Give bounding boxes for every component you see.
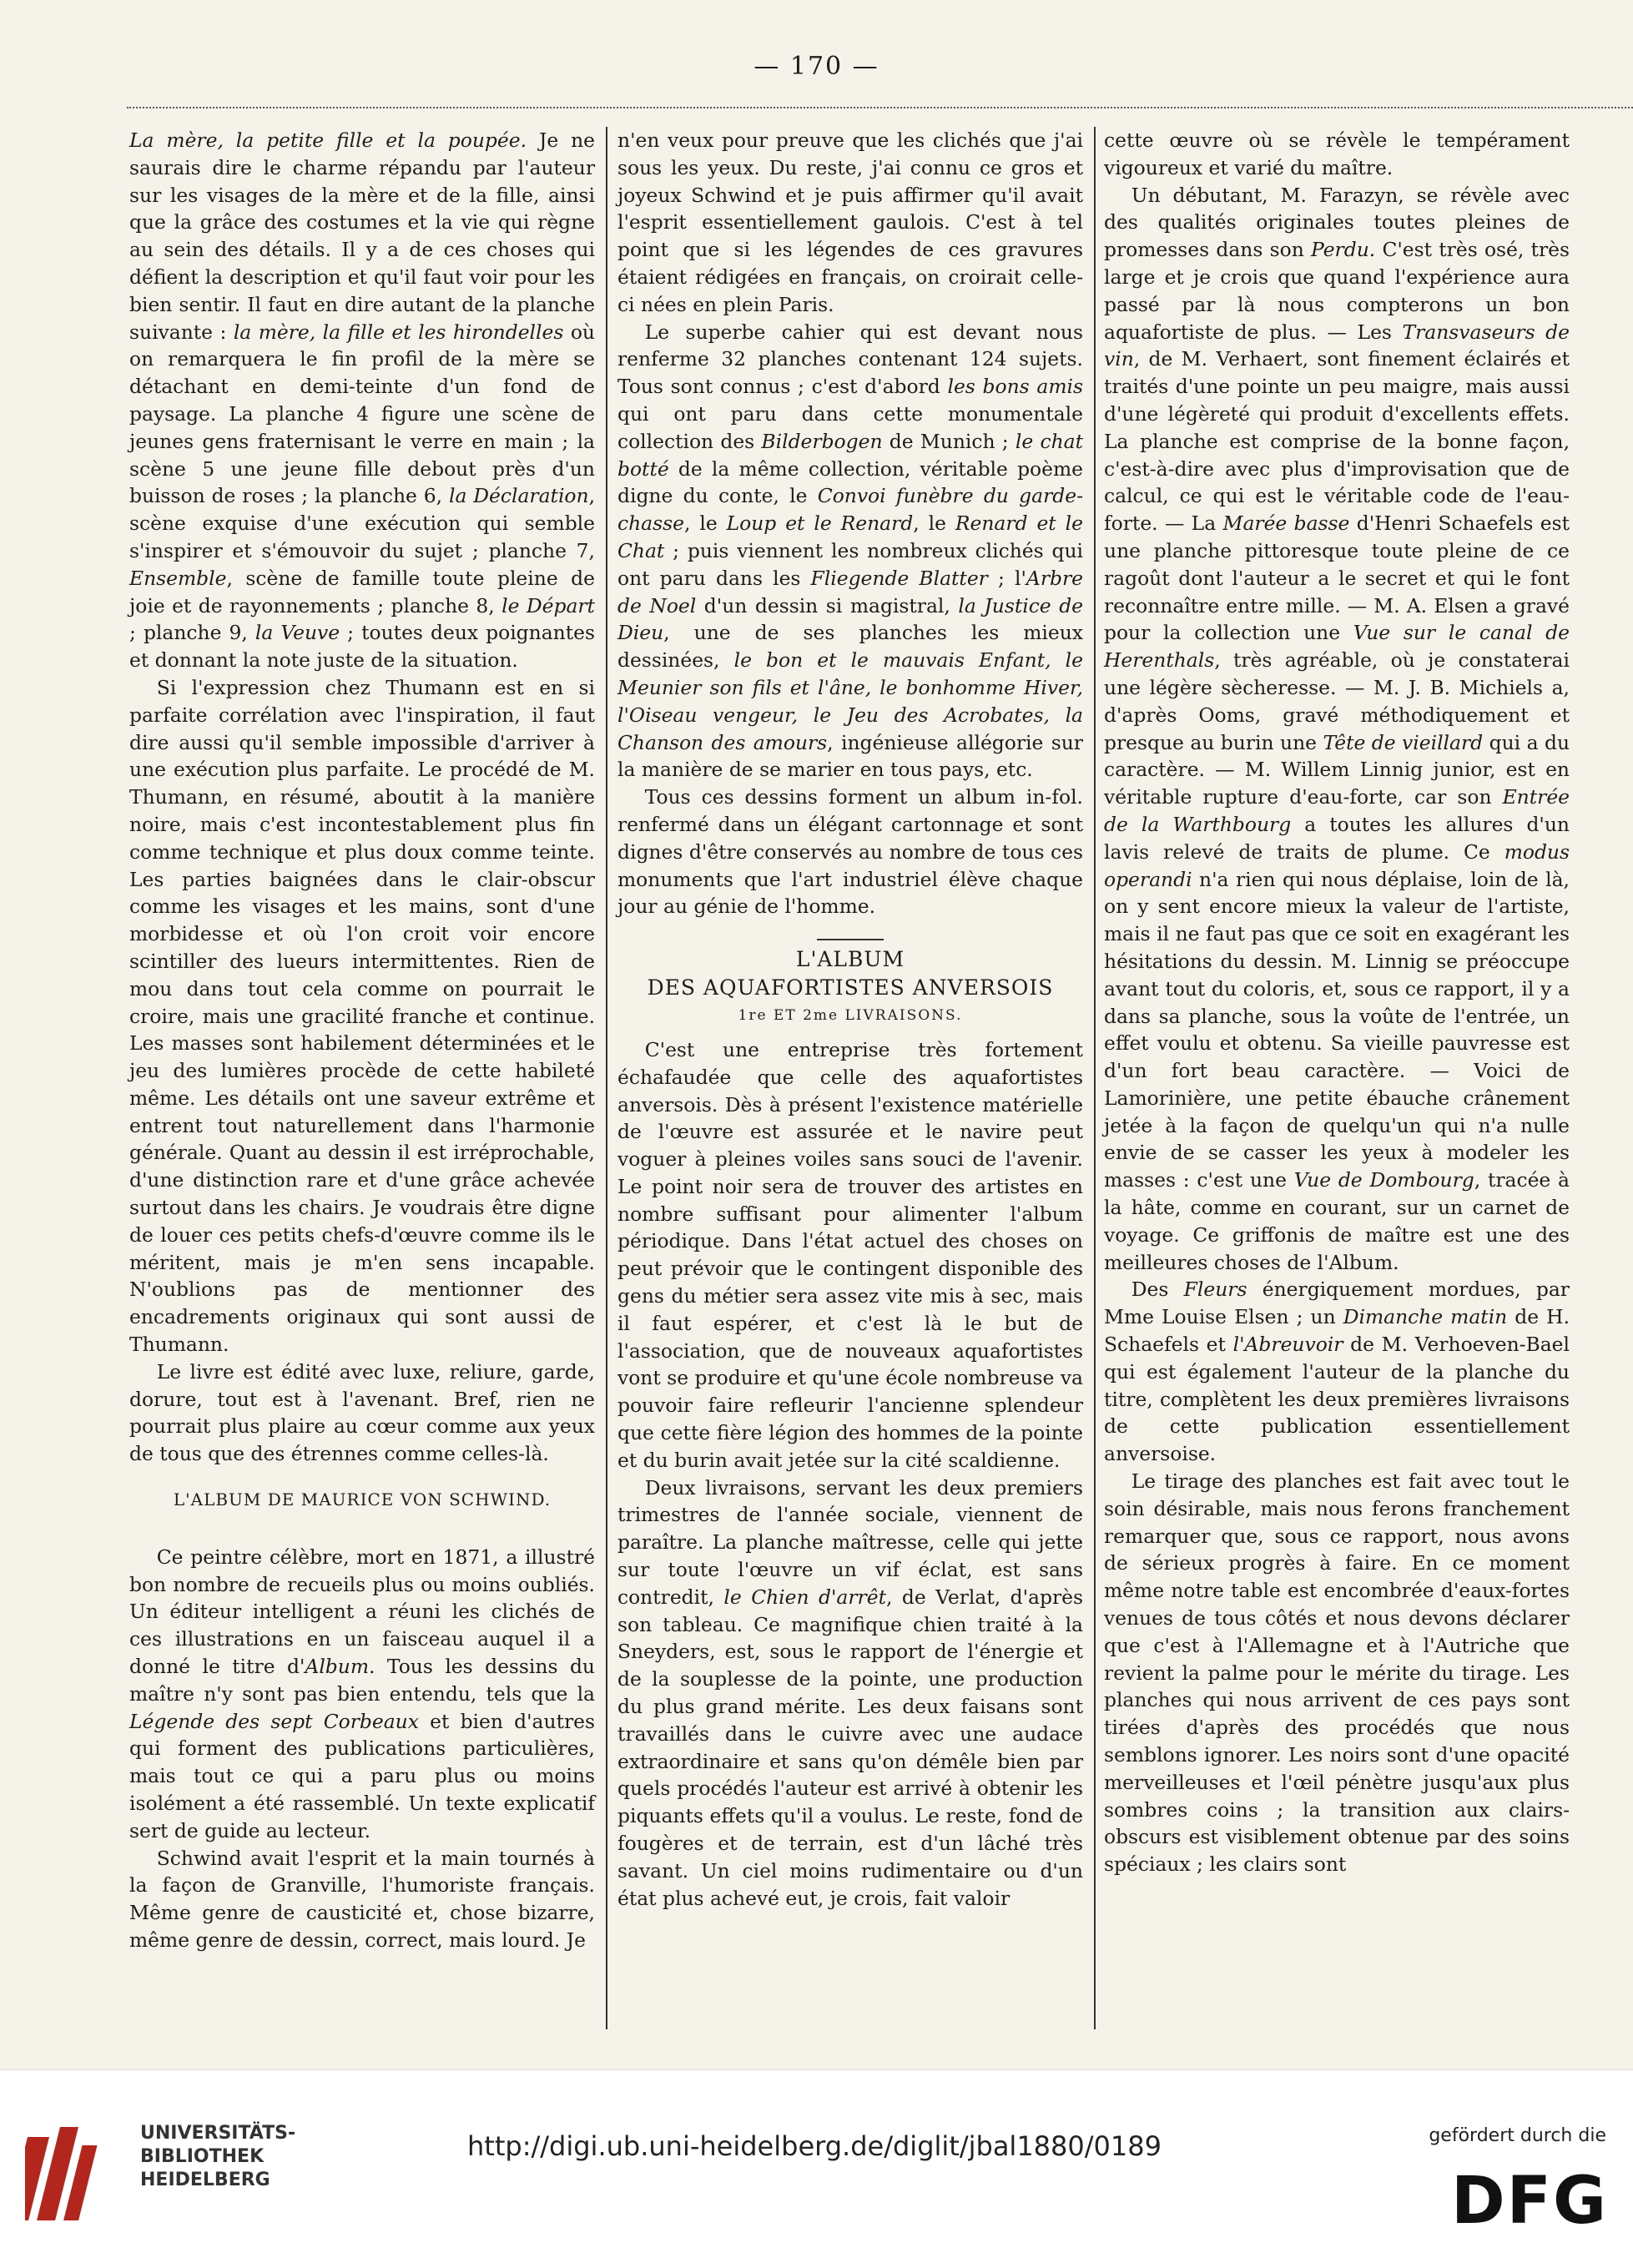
- artwork-title: Bilderbogen: [761, 429, 883, 453]
- artwork-title: Fliegende Blatter: [810, 566, 988, 590]
- column-rule-1: [606, 127, 607, 2029]
- text: qui a du caractère. — M. Willem Linnig junior, est en véritable rupture d'eau-forte, car son: [1104, 730, 1570, 809]
- text: où on remarquera le fin profil de la mère se détachant en demi-teinte d'un fond de paysage. La planche 4 figure une scène de jeunes gens fraternisant le verre en main ; la scène 5 une jeune fille debout près d'un buisson de roses ; la planche 6,: [129, 320, 595, 508]
- text: n'a rien qui nous déplaise, loin de là, on y sent encore mieux la valeur de l'artiste, mais il ne faut pas que ce soit en exagérant les hésitations du dessin. M. Linnig se préoccupe avant tout du coloris, et, sous ce rapport, il y a dans sa planche, sous la voûte de l'entrée, un effet voulu et obtenu. Sa vieille pauvresse est d'un fort beau caractère. — Voici de Lamorinière, une petite ébauche crânement jetée à la façon de quelqu'un qui n'a nulle envie de se casser les yeux à modeler les masses : c'est une: [1104, 867, 1570, 1192]
- paragraph: [1104, 1276, 1570, 1468]
- artwork-title: le Chien d'arrêt: [723, 1585, 886, 1609]
- text: , scène exquise d'une exécution qui semble s'inspirer et s'émouvoir du sujet ; planche 7,: [129, 484, 596, 562]
- artwork-title: La mère, la petite fille et la poupée.: [129, 129, 527, 152]
- text: , tracée à la hâte, comme en courant, sur un carnet de voyage. Ce griffonis de maître est une des meilleures choses de l'Album.: [1104, 1168, 1570, 1274]
- permalink-url[interactable]: http://digi.ub.uni-heidelberg.de/diglit/jbal1880/0189: [467, 2130, 1162, 2162]
- text: de H. Schaefels et: [1104, 1305, 1570, 1357]
- article-title: DES AQUAFORTISTES ANVERSOIS: [647, 975, 1054, 1000]
- text: Ce peintre célèbre, mort en 1871, a illustré bon nombre de recueils plus ou moins oubliés. Un éditeur intelligent a réuni les clichés de ces illustrations en un faisceau auquel il a donné le titre d': [129, 1545, 595, 1679]
- artwork-title: Transvaseurs de vin: [1104, 320, 1570, 371]
- library-name-line: HEIDELBERG: [140, 2170, 270, 2190]
- text: Un débutant, M. Farazyn, se révèle avec des qualités originales toutes pleines de promesses dans son: [1104, 183, 1570, 262]
- text: , de Verlat, d'après son tableau. Ce magnifique chien traité à la Sneyders, est, sous le rapport de l'énergie et de la souplesse de la pointe, une production du plus grand mérite. Les deux faisans sont travaillés dans le cuivre avec une audace extraordinaire et sans qu'on démêle bien par quels procédés l'auteur est arrivé à obtenir les piquants effets qu'il a voulus. Le reste, fond de fougères et de terrain, est d'un lâché très savant. Un ciel moins rudimentaire ou d'un état plus achevé eut, je crois, fait valoir: [617, 1585, 1083, 1910]
- artwork-title: le bon et le mauvais Enfant, le Meunier son fils et l'âne, le bonhomme Hiver, l'Oiseau vengeur, le Jeu des Acrobates, la Chanson des amours: [617, 648, 1083, 754]
- top-rule: [127, 107, 1633, 108]
- paragraph: Le livre est édité avec luxe, reliure, garde, dorure, tout est à l'avenant. Bref, rien ne pourrait plus plaire au cœur comme aux yeux de tous que des étrennes comme celles-là.: [129, 1359, 595, 1466]
- text: , très agréable, où je constaterai une légère sècheresse. — M. J. B. Michiels a, d'après Ooms, gravé méthodiquement et presque au burin une: [1104, 648, 1570, 754]
- text: énergiquement mordues, par Mme Louise Elsen ; un: [1104, 1278, 1570, 1329]
- article-subtitle: 1re ET 2me LIVRAISONS.: [738, 1007, 963, 1025]
- text: ; puis viennent les nombreux clichés qui ont paru dans les: [617, 538, 1083, 590]
- text: , une de ses planches les mieux dessinées,: [617, 621, 1083, 673]
- section-divider: [817, 939, 884, 940]
- library-name-line: BIBLIOTHEK: [140, 2146, 265, 2167]
- text: d'un dessin si magistral,: [696, 593, 959, 617]
- funded-by-label: gefördert durch die: [1429, 2125, 1606, 2146]
- paragraph: [617, 319, 1083, 784]
- digitization-footer: [0, 2069, 1633, 2268]
- artwork-title: Arbre de Noel: [617, 566, 1083, 617]
- text: . C'est très osé, très large et je crois que quand l'expérience aura passé par là nous compterons un bon aquafortiste de plus. — Les: [1104, 238, 1570, 344]
- paragraph: Tous ces dessins forment un album in-fol. renfermé dans un élégant cartonnage et sont dignes d'être conservés au nombre de tous ces monuments que l'art industriel élève chaque jour au génie de l'homme.: [617, 785, 1083, 919]
- text: , ingénieuse allégorie sur la manière de se marier en tous pays, etc.: [617, 730, 1083, 782]
- text: Des: [1131, 1278, 1184, 1302]
- paragraph: [129, 127, 595, 674]
- artwork-title: l'Abreuvoir: [1232, 1333, 1343, 1357]
- paragraph: C'est une entreprise très fortement échafaudée que celle des aquafortistes anversois. Dès à présent l'existence matérielle de l'œuvre est assurée et le navire peut voguer à pleines voiles sans souci de l'avenir. Le point noir sera de trouver des artistes en nombre suffisant pour alimenter l'album périodique. Dans l'état actuel des choses on peut prévoir que le contingent disponible des gens du métier sera assez vite mis à sec, mais il faut espérer, et c'est là le but de l'association, que de nouveaux aquafortistes vont se produire et qu'une école nombreuse va pouvoir faire refleurir l'ancienne splendeur que cette fière légion des hommes de la pointe et du burin avait jetée sur la cité scaldienne.: [617, 1037, 1083, 1472]
- artwork-title: le chat botté: [617, 429, 1083, 481]
- paragraph: [617, 1474, 1083, 1913]
- artwork-title: Ensemble: [129, 566, 227, 590]
- section-heading: L'ALBUM DE MAURICE VON SCHWIND.: [173, 1489, 552, 1510]
- artwork-title: la Justice de Dieu: [617, 593, 1084, 645]
- page-number: — 170 —: [753, 52, 880, 81]
- artwork-title: les bons amis: [947, 375, 1083, 399]
- text: , le: [913, 512, 955, 536]
- artwork-title: Fleurs: [1183, 1278, 1247, 1302]
- text: ; planche 9,: [129, 621, 255, 645]
- university-logo-icon: [25, 2120, 125, 2229]
- library-name: [140, 2122, 295, 2192]
- artwork-title: Loup et le Renard: [726, 512, 914, 536]
- paragraph: Schwind avait l'esprit et la main tournés à la façon de Granville, l'humoriste français. Même genre de causticité et, chose bizarre, même genre de dessin, correct, mais lourd. Je: [129, 1846, 595, 1952]
- paragraph: cette œuvre où se révèle le tempérament vigoureux et varié du maître.: [1104, 129, 1570, 179]
- paragraph: [129, 1544, 595, 1845]
- artwork-title: Perdu: [1311, 238, 1369, 262]
- library-name-line: UNIVERSITÄTS-: [140, 2123, 296, 2144]
- artwork-title: Tête de vieillard: [1323, 730, 1484, 754]
- artwork-title: Convoi funèbre du garde-chasse: [617, 484, 1083, 536]
- column-3: [1104, 127, 1570, 1878]
- column-2: [617, 127, 1083, 1912]
- text: Deux livraisons, servant les deux premiers trimestres de l'année sociale, viennent de paraître. La planche maîtresse, celle qui jette sur toute l'œuvre un vif éclat, est sans contredit,: [617, 1475, 1083, 1609]
- column-1: [129, 127, 595, 1954]
- text: . Tous les dessins du maître n'y sont pas bien entendu, tels que la: [129, 1655, 595, 1706]
- dfg-logo: DFG: [1450, 2164, 1608, 2239]
- text: , de M. Verhaert, sont finement éclairés et traités d'une pointe un peu maigre, mais aussi d'une légèreté qui produit d'excellents effets. La planche est comprise de la bonne façon, c'est-à-dire avec plus d'improvisation que de calcul, ce qui est le véritable code de l'eau-forte. — La: [1104, 347, 1570, 536]
- paragraph: Si l'expression chez Thumann est en si parfaite corrélation avec l'inspiration, il faut dire aussi qu'il semble impossible d'arriver à une exécution plus parfaite. Le procédé de M. Thumann, en résumé, aboutit à la manière noire, mais c'est incontestablement plus fin comme technique et plus doux comme teinte. Les parties baignées dans le clair-obscur comme les visages et les mains, sont d'une morbidesse et où l'on croit voir encore scintiller des lueurs intermittentes. Rien de mou dans tout cela comme on pourrait le croire, mais une gracilité franche et continue. Les masses sont habilement déterminées et le jeu des lumières procède de cette habileté même. Les détails ont une saveur extrême et entrent tout naturellement dans l'harmonie générale. Quant au dessin il est irréprochable, d'une distinction rare et d'une grâce achevée surtout dans les chairs. Je voudrais être digne de louer ces petits chefs-d'œuvre comme ils le méritent, mais je m'en sens incapable. N'oublions pas de mentionner des encadrements originaux qui sont aussi de Thumann.: [129, 675, 595, 1357]
- paragraph: [1104, 182, 1570, 1277]
- artwork-title: Entrée de la Warthbourg: [1104, 785, 1570, 836]
- text: , le: [683, 512, 727, 536]
- artwork-title: Marée basse: [1222, 512, 1350, 536]
- artwork-title: Album: [305, 1655, 370, 1679]
- artwork-title: Légende des sept Corbeaux: [129, 1709, 419, 1733]
- text: Je ne saurais dire le charme répandu par l'auteur sur les visages de la mère et de la fille, ainsi que la grâce des costumes et la vie qui règne au sein des détails. Il y a de ces choses qui défient la description et qu'il faut voir pour les bien sentir. Il faut en dire autant de la planche suivante :: [129, 129, 595, 344]
- text: , scène de famille toute pleine de joie et de rayonnements ; planche 8,: [129, 566, 595, 617]
- text: qui ont paru dans cette monumentale collection des: [617, 401, 1083, 453]
- column-rule-2: [1094, 127, 1096, 2029]
- text: Le superbe cahier qui est devant nous renferme 32 planches contenant 124 sujets. Tous sont connus ; c'est d'abord: [617, 320, 1083, 399]
- artwork-title: la mère, la fille et les hirondelles: [233, 320, 564, 344]
- text: d'Henri Schaefels est une planche pittoresque toute pleine de ce ragoût dont l'auteur a le secret et qui le font reconnaître entre mille. — M. A. Elsen a gravé pour la collection une: [1104, 512, 1570, 645]
- artwork-title: Vue sur le canal de Herenthals: [1104, 621, 1570, 673]
- artwork-title: Dimanche matin: [1343, 1305, 1508, 1329]
- artwork-title: Renard et le Chat: [617, 512, 1083, 562]
- text: de Munich ;: [882, 429, 1016, 453]
- artwork-title: modus operandi: [1104, 839, 1570, 891]
- artwork-title: Vue de Dombourg: [1293, 1168, 1474, 1192]
- text: a toutes les allures d'un lavis relevé de traits de plume. Ce: [1104, 812, 1570, 864]
- text: et bien d'autres qui forment des publications particulières, mais tout ce qui a paru plus ou moins isolément a été rassemblé. Un texte explicatif sert de guide au lecteur.: [129, 1709, 595, 1842]
- artwork-title: la Veuve: [255, 621, 340, 645]
- text: de M. Verhoeven-Bael qui est également l'auteur de la planche du titre, complètent les deux premières livraisons de cette publication essentiellement anversoise.: [1104, 1333, 1570, 1466]
- paragraph: n'en veux pour preuve que les clichés que j'ai sous les yeux. Du reste, j'ai connu ce gros et joyeux Schwind et je puis affirmer qu'il avait l'esprit essentiellement gaulois. C'est à tel point que si les légendes de ces gravures étaient rédigées en français, on croirait celle-ci nées en plein Paris.: [617, 129, 1083, 316]
- text: ; l': [987, 566, 1026, 590]
- paragraph: Le tirage des planches est fait avec tout le soin désirable, mais nous ferons franchement remarquer que, sous ce rapport, nous avons de sérieux progrès à faire. En ce moment même notre table est encombrée d'eaux-fortes venues de tous côtés et nous devons déclarer que c'est à l'Allemagne et à l'Autriche que revient la palme pour le mérite du tirage. Les planches qui nous arrivent de ces pays sont tirées d'après des procédés que nous semblons ignorer. Les noirs sont d'une opacité merveilleuses et l'œil pénètre jusqu'aux plus sombres coins ; la transition aux clairs-obscurs est visiblement obtenue par des soins spéciaux ; les clairs sont: [1104, 1469, 1570, 1877]
- article-title: L'ALBUM: [795, 947, 905, 972]
- text: de la même collection, véritable poème digne du conte, le: [617, 456, 1083, 508]
- artwork-title: la Déclaration: [448, 484, 589, 508]
- artwork-title: le Départ: [501, 593, 595, 617]
- text: ; toutes deux poignantes et donnant la note juste de la situation.: [129, 621, 595, 673]
